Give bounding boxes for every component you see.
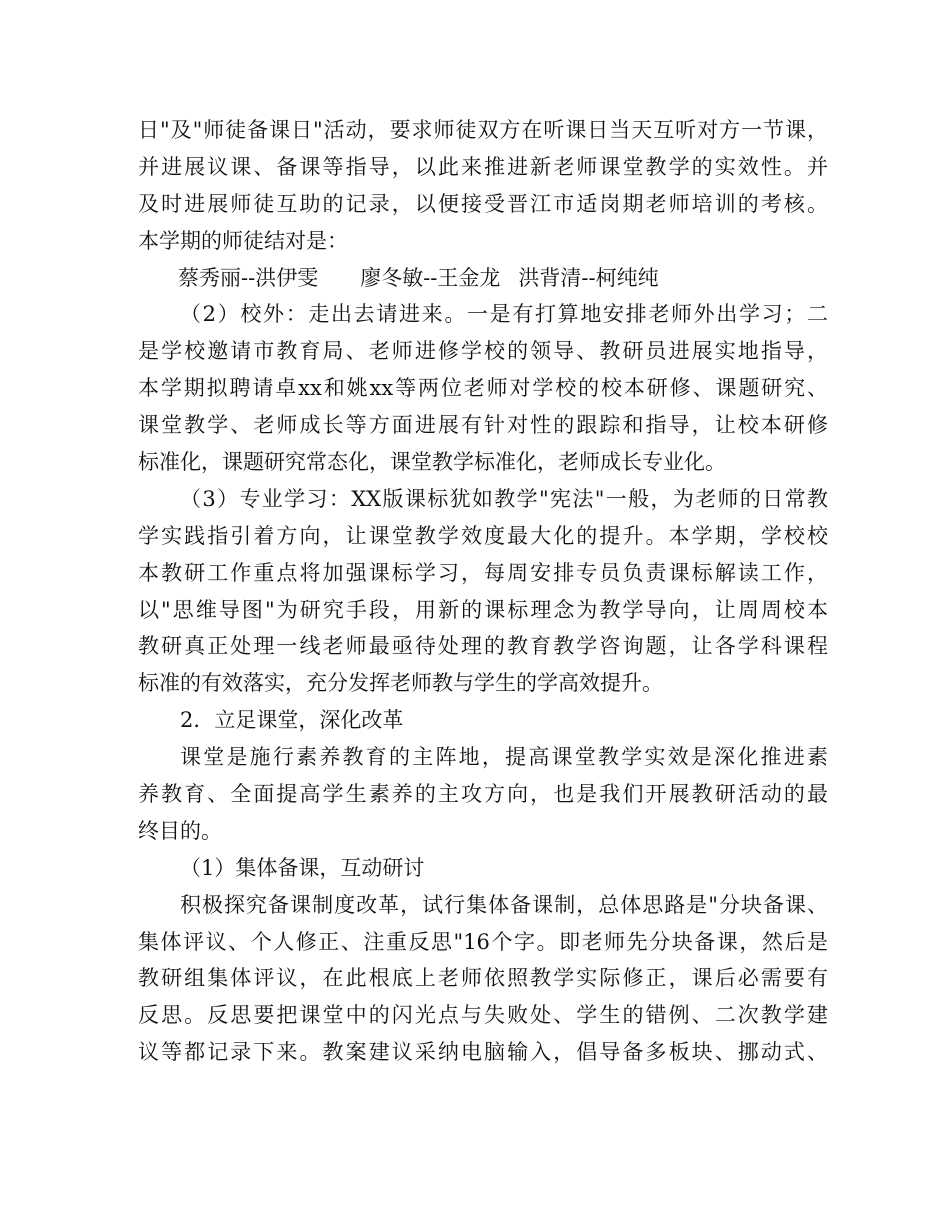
text-line: （3）专业学习：XX版课标犹如教学"宪法"一般，为老师的日常教: [180, 486, 828, 511]
text-line: 日"及"师徒备课日"活动，要求师徒双方在听课日当天互听对方一节课，: [138, 118, 828, 142]
text-line: 课堂是施行素养教育的主阵地，提高课堂教学实效是深化推进素: [180, 745, 828, 770]
text-line: 议等都记录下来。教案建议采纳电脑输入，倡导备多板块、挪动式、: [138, 1040, 828, 1065]
mentor-pair: 蔡秀丽--洪伊雯: [178, 265, 319, 290]
text-line: 本学期的师徒结对是：: [138, 228, 348, 253]
mentor-pairs-line: [138, 260, 828, 297]
text-line: 集体评议、个人修正、注重反思"16个字。即老师先分块备课，然后是: [138, 929, 828, 954]
text-line: 积极探究备课制度改革，试行集体备课制，总体思路是"分块备课、: [180, 892, 828, 917]
document-page: [138, 112, 828, 1071]
text-line: 教研真正处理一线老师最亟待处理的教育教学咨询题，让各学科课程: [138, 634, 828, 659]
section-heading: 2．立足课堂，深化改革: [180, 708, 404, 733]
text-line: 及时进展师徒互助的记录，以便接受晋江市适岗期老师培训的考核。: [138, 191, 828, 216]
text-line: 是学校邀请市教育局、老师进修学校的领导、教研员进展实地指导，: [138, 339, 828, 364]
text-line: 课堂教学、老师成长等方面进展有针对性的跟踪和指导，让校本研修: [138, 413, 828, 438]
text-line: 以"思维导图"为研究手段，用新的课标理念为教学导向，让周周校本: [138, 597, 828, 622]
text-line: 本学期拟聘请卓xx和姚xx等两位老师对学校的校本研修、课题研究、: [138, 376, 828, 401]
mentor-pair: 廖冬敏--王金龙: [360, 265, 501, 290]
text-line: 标准化，课题研究常态化，课堂教学标准化，老师成长专业化。: [138, 450, 726, 475]
text-line: 教研组集体评议，在此根底上老师依照教学实际修正，课后必需要有: [138, 966, 828, 991]
subsection-heading: （1）集体备课，互动研讨: [180, 855, 425, 880]
mentor-pair: 洪背清--柯纯纯: [518, 265, 659, 290]
text-line: 并进展议课、备课等指导，以此来推进新老师课堂教学的实效性。并: [138, 154, 828, 179]
text-line: 终目的。: [138, 818, 222, 843]
text-line: 本教研工作重点将加强课标学习，每周安排专员负责课标解读工作，: [138, 560, 828, 585]
text-line: 学实践指引着方向，让课堂教学效度最大化的提升。本学期，学校校: [138, 523, 828, 548]
text-line: 养教育、全面提高学生素养的主攻方向，也是我们开展教研活动的最: [138, 782, 828, 807]
text-line: 标准的有效落实，充分发挥老师教与学生的学高效提升。: [138, 671, 663, 696]
text-line: （2）校外：走出去请进来。一是有打算地安排老师外出学习；二: [180, 302, 828, 327]
text-line: 反思。反思要把课堂中的闪光点与失败处、学生的错例、二次教学建: [138, 1003, 828, 1028]
